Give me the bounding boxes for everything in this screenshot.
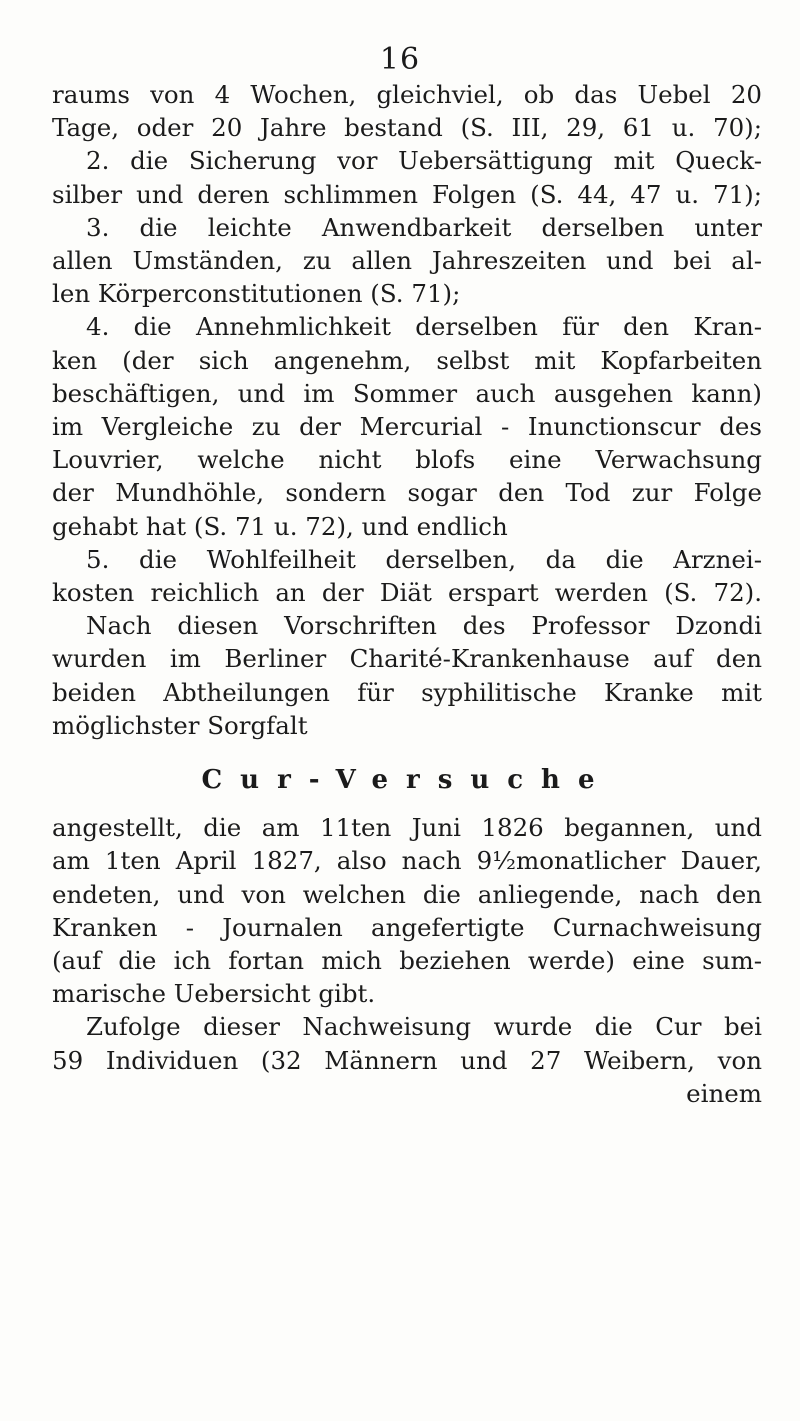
text-line: raums von 4 Wochen, gleichviel, ob das Uebel 20 xyxy=(52,80,762,109)
text-line: am 1ten April 1827, also nach 9½monatlicher Dauer, xyxy=(52,846,762,876)
text-line: Zufolge dieser Nachweisung wurde die Cur bei xyxy=(86,1012,762,1042)
section-heading: Cur-Versuche xyxy=(201,765,613,796)
catchword: einem xyxy=(686,1078,762,1108)
text-line: im Vergleiche zu der Mercurial - Inunctionscur des xyxy=(52,412,762,442)
text-line: beschäftigen, und im Sommer auch ausgehen kann) xyxy=(52,378,762,408)
text-line: gehabt hat (S. 71 u. 72), und endlich xyxy=(52,511,508,541)
text-line: ken (der sich angenehm, selbst mit Kopfarbeiten xyxy=(52,345,762,375)
text-line: allen Umständen, zu allen Jahreszeiten und bei al- xyxy=(52,246,762,276)
text-line: 59 Individuen (32 Männern und 27 Weibern, von xyxy=(52,1045,762,1075)
text-line: Kranken - Journalen angefertigte Curnachweisung xyxy=(52,912,762,942)
text-line: len Körperconstitutionen (S. 71); xyxy=(52,279,461,309)
text-line: silber und deren schlimmen Folgen (S. 44, 47 u. 71); xyxy=(52,179,762,209)
page-number: 16 xyxy=(379,42,421,77)
text-line: 5. die Wohlfeilheit derselben, da die Arznei- xyxy=(86,544,762,574)
text-line: kosten reichlich an der Diät erspart werden (S. 72). xyxy=(52,578,762,608)
text-line: marische Uebersicht gibt. xyxy=(52,979,376,1009)
text-line: 3. die leichte Anwendbarkeit derselben unter xyxy=(86,212,762,242)
text-line: beiden Abtheilungen für syphilitische Kranke mit xyxy=(52,677,762,707)
text-line: der Mundhöhle, sondern sogar den Tod zur Folge xyxy=(52,478,762,508)
text-line: Nach diesen Vorschriften des Professor Dzondi xyxy=(86,611,762,641)
text-line: wurden im Berliner Charité-Krankenhause auf den xyxy=(52,644,762,674)
text-line: 4. die Annehmlichkeit derselben für den Kran- xyxy=(86,312,762,342)
text-line: angestellt, die am 11ten Juni 1826 begannen, und xyxy=(52,813,762,843)
text-line: endeten, und von welchen die anliegende, nach den xyxy=(52,879,762,909)
text-line: möglichster Sorgfalt xyxy=(52,710,308,740)
body-text xyxy=(52,78,762,1110)
text-line: (auf die ich fortan mich beziehen werde) eine sum- xyxy=(52,946,762,976)
text-line: Tage, oder 20 Jahre bestand (S. III, 29, 61 u. 70); xyxy=(52,113,762,143)
text-line: 2. die Sicherung vor Uebersättigung mit Queck- xyxy=(86,146,762,176)
text-line: Louvrier, welche nicht blofs eine Verwachsung xyxy=(52,445,762,475)
